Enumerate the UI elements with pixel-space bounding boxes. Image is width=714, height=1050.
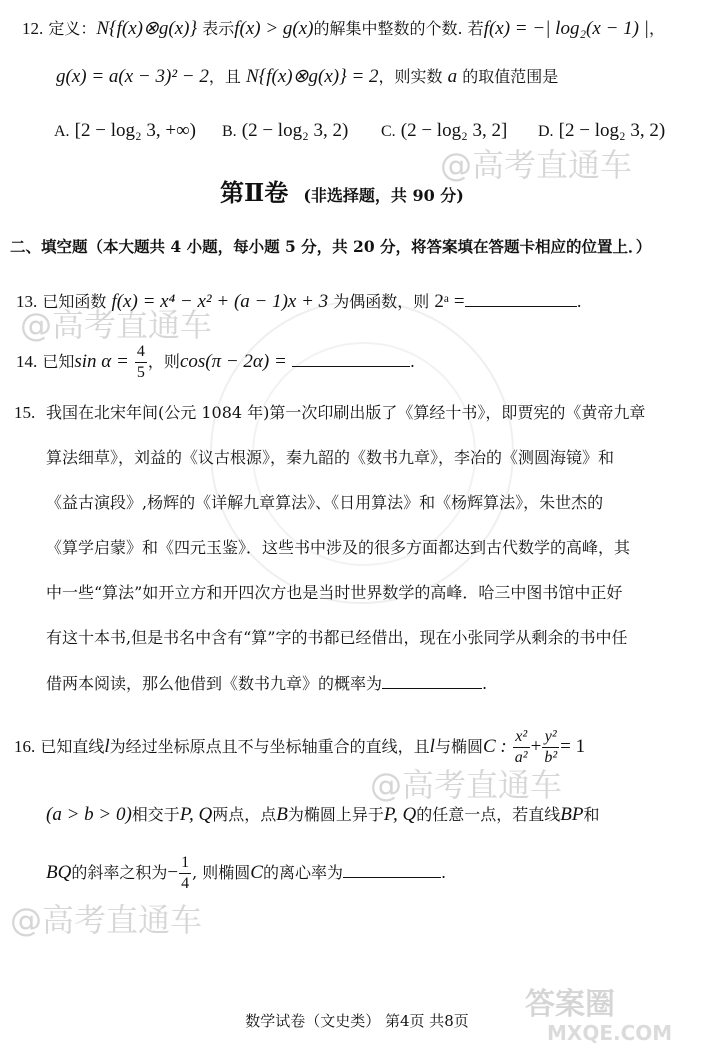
- logo-domain: MXQE.COM: [547, 1021, 673, 1045]
- fraction-numerator: 1: [179, 853, 191, 874]
- q12-option-b: [222, 120, 348, 143]
- fraction-numerator: y²: [542, 727, 559, 748]
- q15-line: 《算学启蒙》和《四元玉鉴》．这些书中涉及的很多方面都达到古代数学的高峰，其: [46, 538, 631, 557]
- q16-text: , 则椭圆: [192, 863, 251, 882]
- q16-math-C: C :: [482, 736, 507, 757]
- q14-end: .: [409, 352, 415, 371]
- q12-math-a: a: [447, 66, 458, 87]
- option-text: (2 − log₂ 3, 2): [241, 120, 349, 141]
- fraction-denominator: 4: [181, 875, 190, 892]
- option-label: A.: [54, 123, 70, 140]
- q16-math-BP: BP: [560, 804, 584, 825]
- q15-line: 借两本阅读，那么他借到《数书九章》的概率为: [46, 674, 383, 693]
- q16-math-minus: −: [167, 862, 179, 883]
- answer-blank: [292, 350, 410, 367]
- q12-math-N: N{f(x)⊗g(x)}: [96, 18, 198, 39]
- q12-math-inequality: f(x) > g(x): [234, 18, 314, 39]
- question-12-line-1: [22, 18, 665, 40]
- question-14: [16, 340, 415, 384]
- q16-math-PQ: P, Q: [179, 804, 213, 825]
- q16-math-PQ: P, Q: [383, 804, 417, 825]
- q13-text: 已知函数: [42, 292, 107, 311]
- q16-math-C: C: [250, 862, 263, 883]
- q14-fraction: [135, 342, 147, 383]
- q14-math-sin: sin α =: [74, 351, 129, 372]
- fraction-numerator: x²: [513, 727, 530, 748]
- q12-text: ，且: [208, 67, 241, 86]
- q16-math-equals: = 1: [560, 736, 586, 757]
- q12-text: 的解集中整数的个数. 若: [313, 19, 484, 38]
- q12-math-g: g(x) = a(x − 3)² − 2: [56, 66, 209, 87]
- q16-text: 的任意一点，若直线: [416, 805, 561, 824]
- answer-blank: [465, 290, 577, 307]
- option-label: B.: [222, 123, 237, 140]
- watermark-text: @高考直通车: [370, 766, 563, 804]
- question-number: 15.: [14, 403, 36, 422]
- question-number: 12.: [22, 19, 44, 38]
- fraction-denominator: b²: [544, 749, 558, 766]
- q16-text: 和: [583, 805, 600, 824]
- question-16-line-2: [46, 804, 599, 826]
- q12-math-condition: N{f(x)⊗g(x)} = 2: [245, 66, 379, 87]
- q12-text: ，则实数: [378, 67, 443, 86]
- q15-end: .: [482, 674, 488, 693]
- q13-end: .: [576, 292, 582, 311]
- q16-fraction-x: [513, 727, 530, 768]
- fraction-denominator: 5: [136, 364, 145, 381]
- q16-text: 相交于: [131, 805, 180, 824]
- option-label: C.: [381, 123, 396, 140]
- q16-math-plus: +: [530, 736, 542, 757]
- watermark-text: @高考直通车: [10, 901, 203, 939]
- q16-math-condition: (a > b > 0): [46, 804, 132, 825]
- part-title: 第Ⅱ卷: [220, 178, 289, 207]
- question-number: 14.: [16, 352, 38, 371]
- q16-math-l: l: [104, 736, 110, 757]
- q13-math-answer: 2ᵃ =: [434, 291, 465, 312]
- q16-fraction-slope: [179, 853, 191, 894]
- q16-text: 已知直线: [40, 737, 105, 756]
- q12-text: 的取值范围是: [462, 67, 559, 86]
- q16-text: 为椭圆上异于: [287, 805, 384, 824]
- q16-text: 的离心率为: [262, 863, 343, 882]
- question-16-line-3: [46, 848, 446, 898]
- q15-line: 我国在北宋年间(公元 1084 年)第一次印刷出版了《算经十书》，即贾宪的《黄帝九章: [46, 403, 646, 422]
- question-number: 13.: [16, 292, 38, 311]
- watermark-text: @高考直通车: [20, 306, 213, 344]
- q14-math-cos: cos(π − 2α) =: [179, 351, 287, 372]
- fraction-numerator: 4: [135, 342, 147, 363]
- q12-option-d: [538, 120, 665, 143]
- q14-text: ，则: [147, 352, 180, 371]
- question-16-line-1: [14, 722, 585, 772]
- question-15-number: [14, 402, 35, 424]
- q16-math-l: l: [429, 736, 435, 757]
- q12-option-c: [381, 120, 507, 143]
- q16-math-B: B: [276, 804, 288, 825]
- q15-line: 中一些“算法”如开立方和开四次方也是当时世界数学的高峰．哈三中图书馆中正好: [46, 583, 623, 602]
- question-13: [16, 290, 582, 313]
- q16-text: 为经过坐标原点且不与坐标轴重合的直线，且: [109, 737, 430, 756]
- option-label: D.: [538, 123, 554, 140]
- q16-end: .: [440, 863, 447, 882]
- option-text: (2 − log₂ 3, 2]: [400, 120, 508, 141]
- q16-math-BQ: BQ: [46, 862, 72, 883]
- q13-text: 为偶函数，则: [333, 292, 430, 311]
- q15-line: 算法细草》，刘益的《议古根源》，秦九韶的《数书九章》，李冶的《测圆海镜》和: [46, 448, 615, 467]
- q13-math-function: f(x) = x⁴ − x² + (a − 1)x + 3: [111, 291, 329, 312]
- q16-fraction-y: [542, 727, 559, 768]
- q12-option-a: [54, 120, 196, 143]
- q15-last-line: [46, 672, 487, 695]
- q12-text: 表示: [202, 19, 235, 38]
- q12-text: 定义：: [48, 19, 97, 38]
- q12-math-f: f(x) = −| log₂(x − 1) |: [483, 18, 649, 39]
- logo-text: 答案圈: [525, 987, 615, 1022]
- page-footer: 数学试卷（文史类） 第4页 共8页: [245, 1012, 469, 1030]
- section-heading: 二、填空题（本大题共 4 小题，每小题 5 分，共 20 分，将答案填在答题卡相应的位置上．）: [10, 237, 652, 256]
- q16-text: 两点，点: [212, 805, 277, 824]
- option-text: [2 − log₂ 3, +∞): [74, 120, 196, 141]
- answer-blank: [382, 672, 482, 689]
- part-2-title: [220, 178, 464, 211]
- option-text: [2 − log₂ 3, 2): [558, 120, 666, 141]
- question-12-line-2: [56, 66, 558, 88]
- q16-text: 与椭圆: [434, 737, 483, 756]
- part-subtitle: (非选择题，共 90 分): [303, 186, 464, 205]
- q14-text: 已知: [42, 352, 75, 371]
- q15-line: 有这十本书,但是书名中含有“算”字的书都已经借出，现在小张同学从剩余的书中任: [46, 628, 628, 647]
- q15-line: 《益古演段》,杨辉的《详解九章算法》、《日用算法》和《杨辉算法》，朱世杰的: [46, 493, 604, 512]
- answer-blank: [343, 861, 441, 878]
- question-number: 16.: [14, 737, 36, 756]
- q12-text: ，: [648, 19, 665, 38]
- fraction-denominator: a²: [514, 749, 528, 766]
- watermark-text: @高考直通车: [440, 146, 633, 184]
- q16-text: 的斜率之积为: [71, 863, 168, 882]
